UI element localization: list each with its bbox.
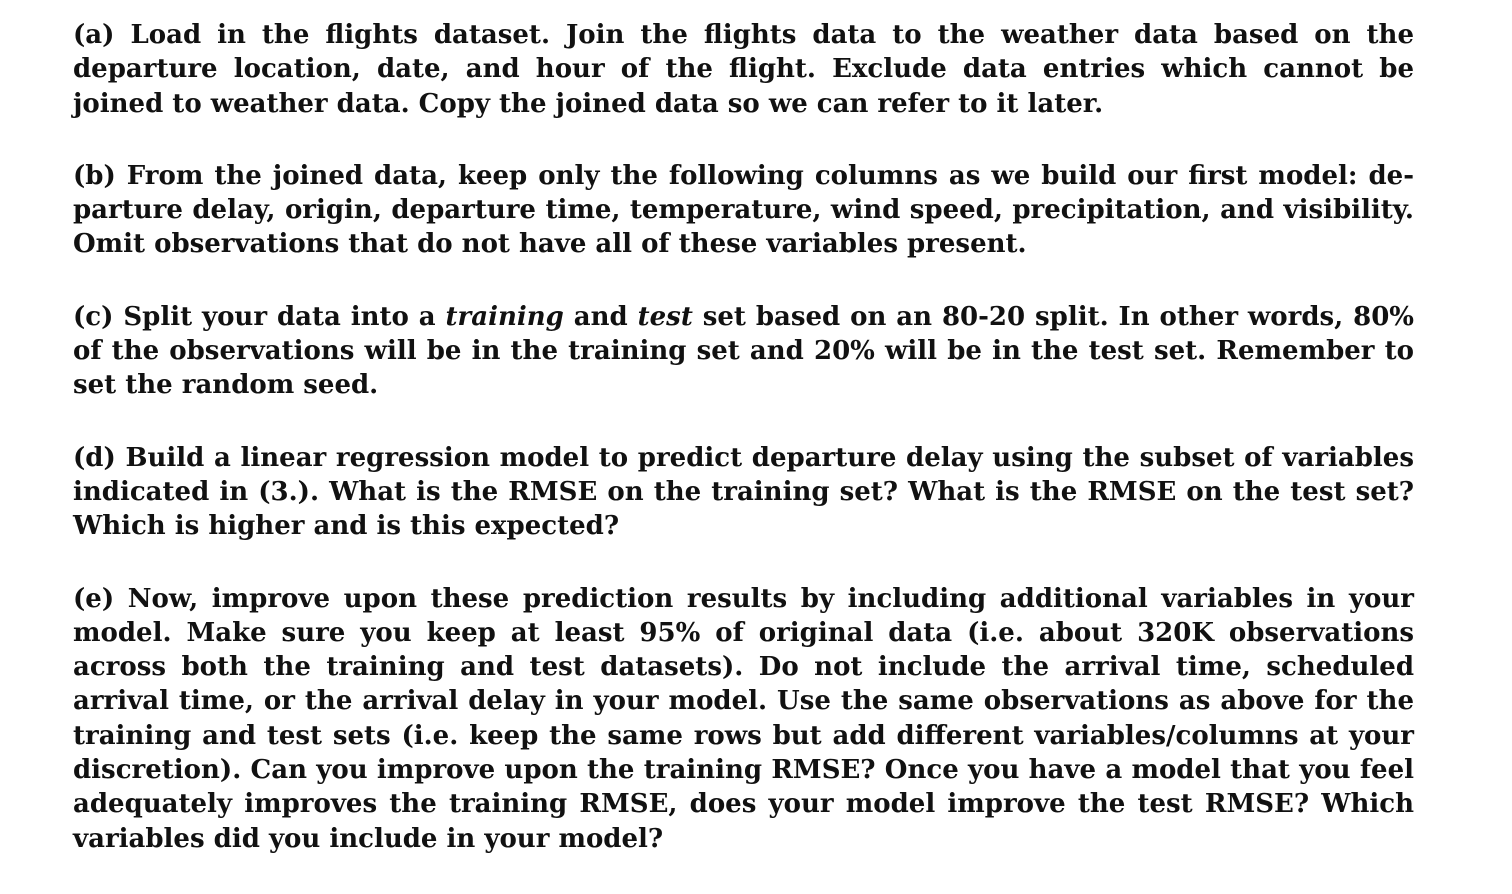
question-c-text-and: and xyxy=(573,301,628,332)
question-e-label: (e) xyxy=(73,583,115,614)
question-a xyxy=(73,18,1414,121)
question-a-text: Load in the flights dataset. Join the flights data to the weather data based on the departure location, date, and hour of the flight. Exclude data entries which cannot be joined to weather data. Copy the joined data so we can refer to it later. xyxy=(73,20,1414,119)
question-d xyxy=(73,441,1414,544)
question-e xyxy=(73,582,1414,856)
question-a-label: (a) xyxy=(73,20,115,50)
question-d-label: (d) xyxy=(73,442,116,473)
emphasis-training: training xyxy=(445,301,564,332)
question-c-text-end: set based on an 80-20 split. In other words, 80% of the observations will be in the training set and 20% will be in the test set. Remember to set the random seed. xyxy=(73,301,1415,401)
question-d-text: Build a linear regression model to predict departure delay using the subset of variables indicated in (3.). What is the RMSE on the training set? What is the RMSE on the test set? Which is higher and is this expected? xyxy=(73,442,1414,542)
emphasis-test: test xyxy=(637,301,693,332)
question-e-text: Now, improve upon these prediction results by including additional variables in your model. Make sure you keep at least 95% of original data (i.e. about 320K observations across both the training and test datasets). Do not include the arrival time, scheduled arrival time, or the arrival delay in your model. Use the same observations as above for the training and test sets (i.e. keep the same rows but add different variables/columns at your discretion). Can you improve upon the training RMSE? Once you have a model that you feel adequately improves the training RMSE, does your model improve the test RMSE? Which variables did you include in your model? xyxy=(73,583,1414,854)
question-c xyxy=(73,300,1414,403)
question-b xyxy=(73,159,1414,262)
question-c-label: (c) xyxy=(73,301,114,332)
question-b-text: From the joined data, keep only the following columns as we build our first model: departure delay, origin, departure time, temperature, wind speed, precipitation, and visibility. Omit observations that do not have all of these variables present. xyxy=(73,160,1414,260)
question-c-text-start: Split your data into a xyxy=(123,301,436,332)
question-b-label: (b) xyxy=(73,160,116,191)
